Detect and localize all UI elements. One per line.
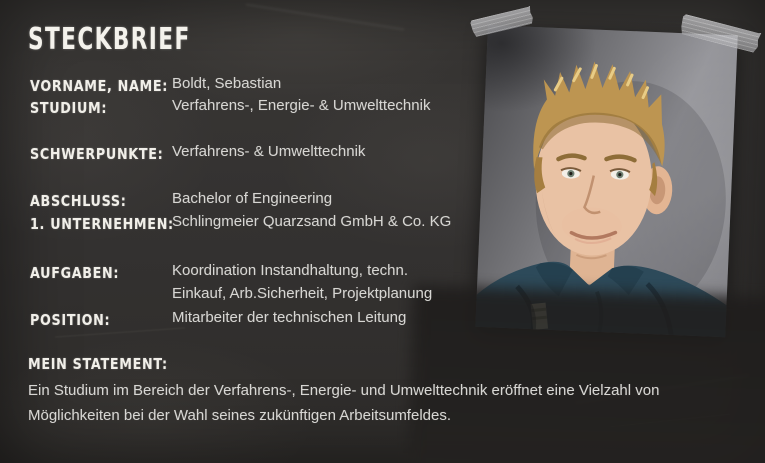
value-vorname-name: Boldt, Sebastian [172, 75, 282, 92]
value-unternehmen: Schlingmeier Quarzsand GmbH & Co. KG [172, 213, 452, 230]
label-aufgaben: AUFGABEN: [30, 264, 120, 282]
label-vorname-name: VORNAME, NAME: [30, 77, 169, 95]
statement-line2: Möglichkeiten bei der Wahl seines zukünftigen Arbeitsumfeldes. [28, 407, 452, 424]
label-position: POSITION: [30, 311, 111, 329]
page-title: STECKBRIEF [28, 22, 191, 57]
value-abschluss: Bachelor of Engineering [172, 190, 333, 207]
label-studium: STUDIUM: [30, 99, 108, 117]
label-schwerpunkte: SCHWERPUNKTE: [30, 145, 164, 163]
value-studium: Verfahrens-, Energie- & Umwelttechnik [172, 97, 431, 114]
statement-label: MEIN STATEMENT: [28, 355, 168, 373]
value-aufgaben-line2: Einkauf, Arb.Sicherheit, Projektplanung [172, 285, 433, 302]
label-abschluss: ABSCHLUSS: [30, 192, 127, 210]
statement-line1: Ein Studium im Bereich der Verfahrens-, Energie- und Umwelttechnik eröffnet eine Vielzahl von [28, 382, 660, 399]
value-schwerpunkte: Verfahrens- & Umwelttechnik [172, 143, 366, 160]
value-aufgaben-line1: Koordination Instandhaltung, techn. [172, 262, 409, 279]
label-unternehmen: 1. UNTERNEHMEN: [30, 215, 174, 233]
value-position: Mitarbeiter der technischen Leitung [172, 309, 407, 326]
